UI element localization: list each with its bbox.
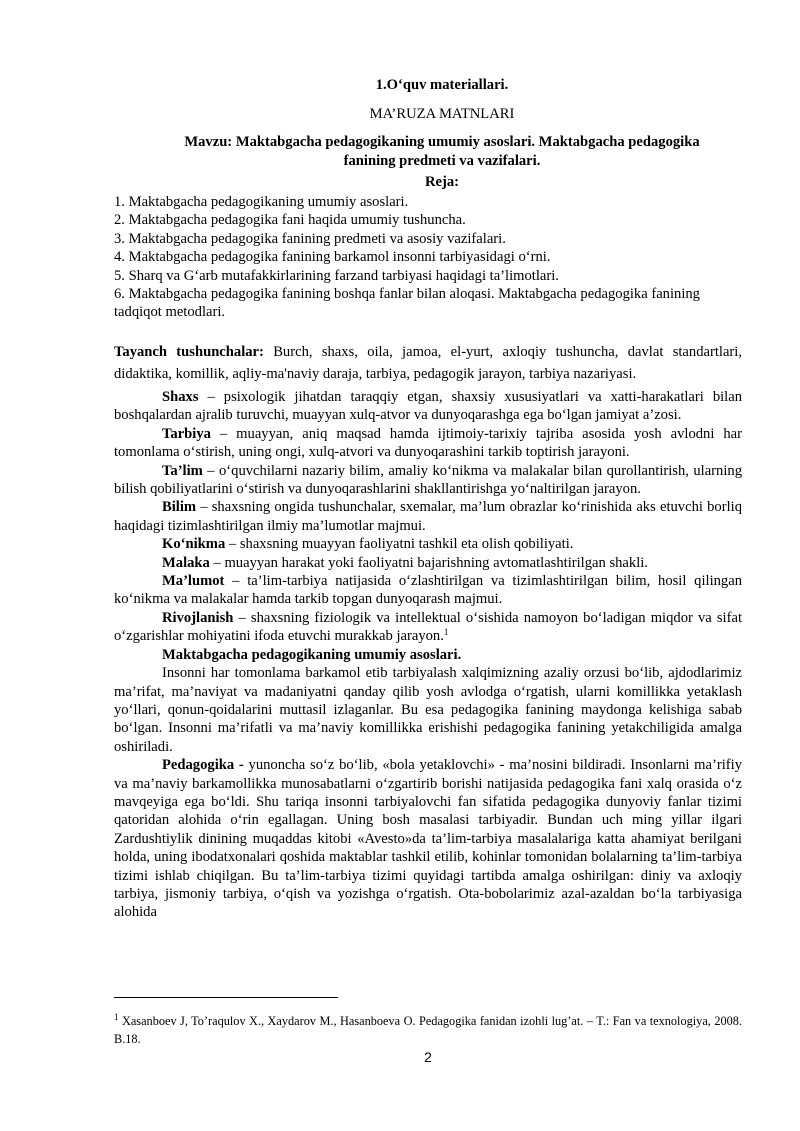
paragraph-text: yunoncha so‘z bo‘lib, «bola yetaklovchi» - ma’nosini bildiradi. Insonlarni ma’rifiy va ma’naviy barkamollikka munosabatlarni o‘zgartirib borishi natijasida pedagogika fani xalq orasida o‘z mavqeyiga ega bo‘ldi. Shu tariqa insonni tarbiyalovchi fan sifatida pedagogika dunyoviy fanlar tizimi qatoridan alohida o‘rin egallagan. Uning bosh masalasi tarbiyadir. Bundan uch ming yillar ilgari Zardushtiylik dinining muqaddas kitobi «Avesto»da ta’lim-tarbiya masalalariga katta ahamiyat berilgani holda, uning ibodatxonalari qoshida maktablar tashkil etilib, kohinlar tomonidan bolalarning ta’lim-tarbiya tizimi ishlab chiqilgan. Bu ta’lim-tarbiya tizimi quyidagi tartibda amalga oshirilgan: diniy va axloqiy tarbiya, jismoniy tarbiya, o‘qish va yozishga o‘rgatish. Ota-bobolarimiz azal-azaldan bo‘la tarbiyasiga alohida [114,757,742,921]
plan-item: 2. Maktabgacha pedagogika fani haqida umumiy tushuncha. [114,212,466,229]
definition-term: Malaka [162,554,210,571]
definition-rivojlanish [114,609,742,646]
definition-text: – shaxsning muayyan faoliyatni tashkil eta olish qobiliyati. [225,536,574,553]
key-concepts [114,341,742,385]
paragraph-2 [114,756,742,922]
footnote-separator [114,997,338,998]
definition-term: Rivojlanish [162,609,234,626]
definition-konikma [114,535,742,553]
plan-item: 5. Sharq va G‘arb mutafakkirlarining farzand tarbiyasi haqidagi ta’limotlari. [114,267,559,284]
plan-list [114,193,774,322]
definition-text: – psixologik jihatdan taraqqiy etgan, shaxsiy xususiyatlari va xatti-harakatlari bilan boshqalardan ajralib turuvchi, muayyan xulq-atvor va dunyoqarashga ega bo‘lgan jamiyat a’zosi. [114,389,742,424]
plan-item: 1. Maktabgacha pedagogikaning umumiy asoslari. [114,194,409,210]
main-text [114,341,742,922]
topic-line-2: fanining predmeti va vazifalari. [343,153,541,169]
key-concepts-label: Tayanch tushunchalar: [114,344,264,360]
definition-malumot [114,572,742,609]
plan-item: 3. Maktabgacha pedagogika fanining predmeti va asosiy vazifalari. [114,230,506,247]
definition-term: Bilim [162,499,197,516]
definition-term: Tarbiya [162,425,211,442]
definition-malaka [114,554,742,572]
paragraph-1: Insonni har tomonlama barkamol etib tarbiyalash xalqimizning azaliy orzusi bo‘lib, ajdodlarimiz ma’rifat, ma’naviyat va madaniyatni qanday qilib yosh avlodga o‘rgatish, ularni komillikka yetaklash yo‘llari, qonun-qoidalarini muttasil izlaganlar. Bu esa pedagogika fanining maydonga kelishiga sabab bo‘lgan. Insonni ma’rifatli va ma’naviy komillikka erishishi pedagogika fanining yetakchiligida amalga oshiriladi. [114,665,742,755]
section-heading: 1.O‘quv materiallari. [375,77,509,93]
definition-tarbiya [114,425,742,462]
definition-text: – shaxsning ongida tushunchalar, sxemalar, ma’lum obrazlar ko‘rinishida aks etuvchi borliq haqidagi tizimlashtirilgan ilmiy ma’lumotlar majmui. [114,499,742,534]
key-concepts-text: Burch, shaxs, oila, jamoa, el-yurt, axloqiy tushuncha, davlat standartlari, didaktika, komillik, aqliy-ma'naviy daraja, tarbiya, pedagogik jarayon, tarbiya nazariyasi. [114,344,742,382]
plan-label: Reja: [424,174,460,190]
definition-text: – ta’lim-tarbiya natijasida o‘zlashtirilgan va tizimlashtirilgan bilim, hosil qilingan ko‘nikma va malakalar hamda tarkib topgan dunyoqarash majmui. [114,573,742,608]
definition-bilim [114,498,742,535]
plan-item: 6. Maktabgacha pedagogika fanining boshqa fanlar bilan aloqasi. Maktabgacha pedagogika fanining tadqiqot metodlari. [114,286,700,321]
subheading: Maktabgacha pedagogikaning umumiy asoslari. [162,646,462,663]
definition-term: Ta’lim [162,462,203,479]
footnote-text: Xasanboev J, To’raqulov X., Xaydarov M., Hasanboeva O. Pedagogika fanidan izohli lug’at. – T.: Fan va texnologiya, 2008. B.18. [114,1014,742,1046]
footnote-number: 1 [114,1012,119,1022]
plan-item: 4. Maktabgacha pedagogika fanining barkamol insonni tarbiyasidagi o‘rni. [114,249,551,266]
topic-line-1: Mavzu: Maktabgacha pedagogikaning umumiy asoslari. Maktabgacha pedagogika [184,134,700,150]
definition-term: Ko‘nikma [162,536,226,553]
paragraph-term: Pedagogika - [162,757,244,774]
definition-text: – shaxsning fiziologik va intellektual o‘sishida namoyon bo‘ladigan miqdor va sifat o‘zgarishlar mohiyatini ifoda etuvchi murakkab jarayon. [114,609,742,645]
definition-term: Ma’lumot [162,573,225,590]
page-number: 2 [424,1049,432,1065]
definition-term: Shaxs [162,389,199,405]
lecture-title: MA’RUZA MATNLARI [369,106,515,122]
definition-text: – o‘quvchilarni nazariy bilim, amaliy ko‘nikma va malakalar bilan qurollantirish, ularning bilish qobiliyatlarini o‘stirish va dunyoqarashlarini shakllantirishga yo‘naltirilgan jarayon. [114,462,742,498]
definition-shaxs [114,388,742,425]
definition-text: – muayyan, aniq maqsad hamda ijtimoiy-tarixiy tajriba asosida yosh avlodni har tomonlama o‘stirish, uning ongi, xulq-atvori va dunyoqarashini tarkib toptirish jarayoni. [114,425,742,461]
definition-text: – muayyan harakat yoki faoliyatni bajarishning avtomatlashtirilgan shakli. [209,554,648,571]
definition-talim [114,462,742,499]
footnote-reference: 1 [443,627,449,638]
footnote [114,1012,742,1048]
